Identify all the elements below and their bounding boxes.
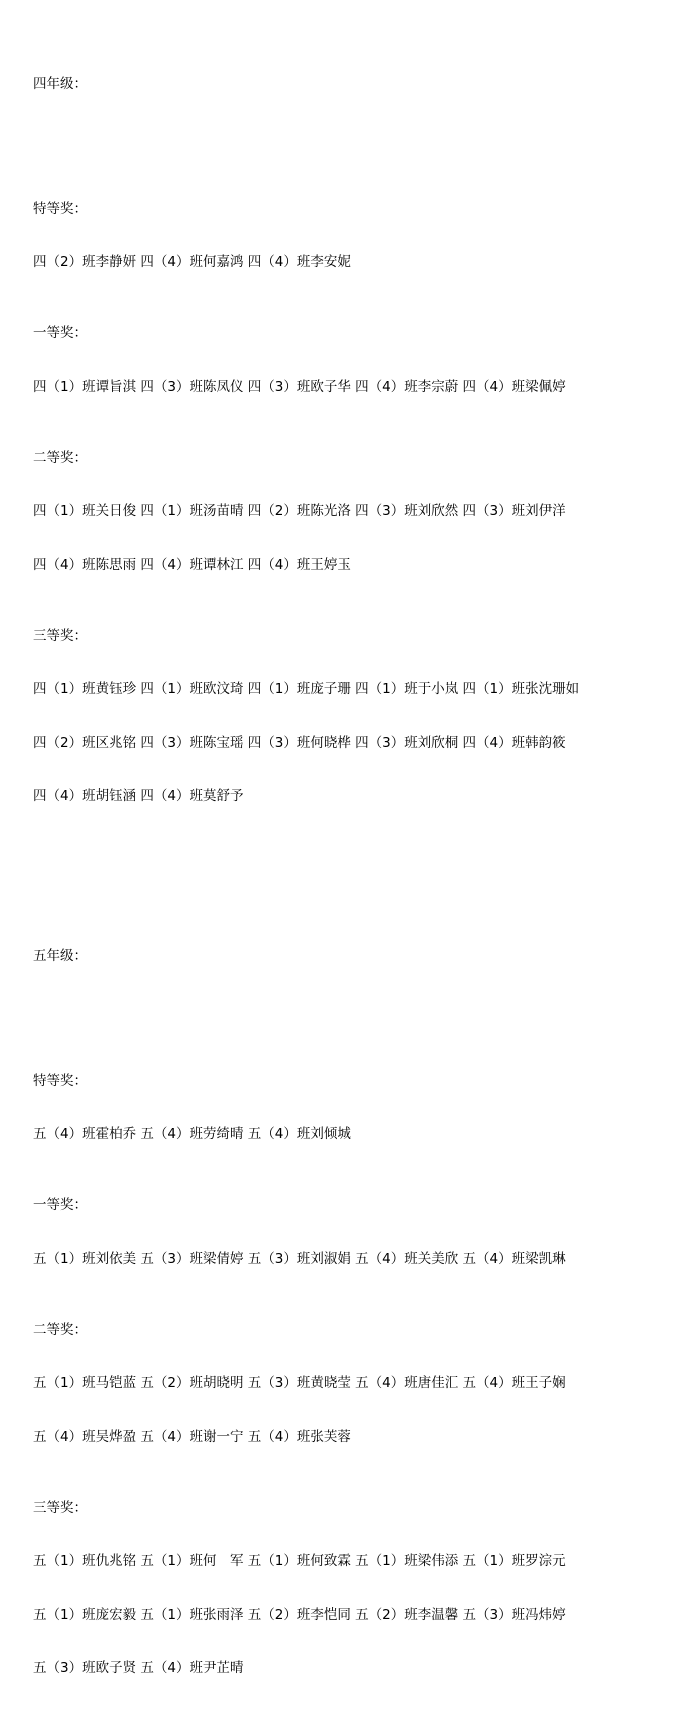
winner-line: 四（4）班陈思雨 四（4）班谭林江 四（4）班王婷玉 [33, 556, 351, 573]
winner-line: 五（1）班马铠蓝 五（2）班胡晓明 五（3）班黄晓莹 五（4）班唐佳汇 五（4）班王子娴 [33, 1375, 566, 1392]
winner-line: 四（2）班区兆铭 四（3）班陈宝瑶 四（3）班何晓桦 四（3）班刘欣桐 四（4）班韩韵筱 [33, 734, 566, 751]
award-title-third: 三等奖： [33, 627, 87, 644]
award-title-first: 一等奖： [33, 325, 87, 342]
winner-line: 五（4）班霍柏乔 五（4）班劳绮晴 五（4）班刘倾城 [33, 1126, 351, 1143]
award-title-special: 特等奖： [33, 1072, 87, 1089]
award-title-second: 二等奖： [33, 449, 87, 466]
winner-line: 五（3）班欧子贤 五（4）班尹芷晴 [33, 1660, 244, 1677]
winner-line: 五（1）班刘依美 五（3）班梁倩婷 五（3）班刘淑娟 五（4）班关美欣 五（4）班梁凯琳 [33, 1250, 566, 1267]
winner-line: 四（2）班李静妍 四（4）班何嘉鸿 四（4）班李安妮 [33, 254, 351, 271]
award-title-first: 一等奖： [33, 1197, 87, 1214]
blank-line [33, 859, 680, 877]
winner-line: 五（4）班吴烨盈 五（4）班谢一宁 五（4）班张芙蓉 [33, 1428, 351, 1445]
winner-line: 四（1）班关日俊 四（1）班汤苗晴 四（2）班陈光洛 四（3）班刘欣然 四（3）班刘伊洋 [33, 503, 566, 520]
winner-line: 五（1）班庞宏毅 五（1）班张雨泽 五（2）班李恺同 五（2）班李温馨 五（3）班冯炜婷 [33, 1606, 566, 1623]
award-title-third: 三等奖： [33, 1499, 87, 1516]
winner-line: 五（1）班仇兆铭 五（1）班何 军 五（1）班何致霖 五（1）班梁伟添 五（1）班罗淙元 [33, 1553, 566, 1570]
winner-line: 四（4）班胡钰涵 四（4）班莫舒予 [33, 788, 244, 805]
blank-line [33, 130, 680, 148]
award-title-second: 二等奖： [33, 1321, 87, 1338]
winner-line: 四（1）班谭旨淇 四（3）班陈凤仪 四（3）班欧子华 四（4）班李宗蔚 四（4）班梁佩婷 [33, 378, 566, 395]
winner-line: 四（1）班黄钰珍 四（1）班欧汶琦 四（1）班庞子珊 四（1）班于小岚 四（1）班张沈珊如 [33, 681, 580, 698]
award-title-special: 特等奖： [33, 200, 87, 217]
blank-line [33, 1002, 680, 1020]
grade-heading: 四年级： [33, 76, 87, 93]
grade-heading: 五年级： [33, 948, 87, 965]
